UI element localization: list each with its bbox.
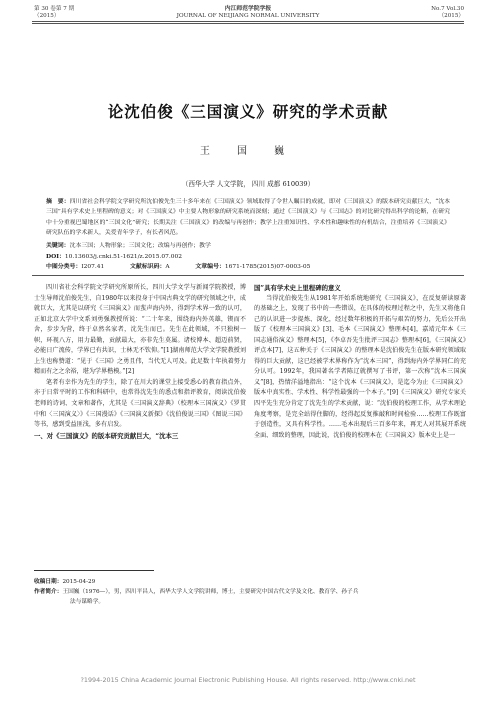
clc-label: 中图分类号： bbox=[46, 263, 82, 270]
clc-code: I207.41 bbox=[81, 264, 105, 270]
body-right-column bbox=[254, 283, 466, 441]
author-bio-label: 作者简介： bbox=[34, 589, 63, 595]
article-title: 论沈伯俊《三国演义》研究的学术贡献 bbox=[107, 102, 389, 121]
issue-volume: 第 30 卷第 7 期 bbox=[34, 6, 75, 12]
issue-volume-en: No.7 Vol.30 bbox=[431, 6, 464, 12]
author-name: 王 国 巍 bbox=[199, 146, 297, 157]
doc-code: A bbox=[165, 264, 170, 270]
body-paragraph: 笔者有幸作为先生的学生，除了在川大的课堂上接受悉心的教育指点外，亦于日常平时的工作和科研中，也常得沈先生的悉点和指评教育，阅读沈伯俊老师的诗词、文章和著作，尤其是《三国演义辞典》（校理本三国演义）《罗贯中和〈三国演义〉》《三国漫话》《三国演义新探》《沈伯俊说三国》《图说三国》等书，感到受益匪浅，多有启发。 bbox=[34, 378, 246, 429]
doi-line bbox=[46, 252, 450, 263]
article-no: 1671-1785(2015)07-0003-05 bbox=[224, 264, 311, 270]
footnote-rule bbox=[34, 570, 154, 571]
keywords: 沈本三国；人物形象；三国文化；改编与再创作；教学 bbox=[69, 243, 211, 249]
article-meta bbox=[46, 241, 450, 273]
doi-label: DOI： bbox=[46, 252, 65, 260]
journal-name-en: JOURNAL OF NEIJIANG NORMAL UNIVERSITY bbox=[176, 13, 320, 19]
issue-info-en bbox=[431, 6, 464, 20]
header-rule bbox=[32, 21, 464, 22]
abstract-label: 摘 要： bbox=[46, 198, 70, 205]
copyright-notice: ?1994-2015 China Academic Journal Electronic Publishing House. All rights reserved. http://www.cnki.net bbox=[80, 676, 416, 684]
issue-year: （2015） bbox=[34, 13, 60, 19]
keywords-line bbox=[46, 241, 450, 252]
author-bio-cont: 法与谋略学。 bbox=[70, 599, 105, 605]
classification-line bbox=[46, 262, 450, 273]
keywords-label: 关键词： bbox=[46, 242, 70, 249]
journal-name bbox=[0, 6, 496, 20]
body-paragraph: 当得沈伯俊先生从1981年开始系统地研究《三国演义》，在反复研读原著的基础之上，发现了书中的一些错误，在具体的校理过程之中，先生又将他自己的认识进一步提炼、深化，经过数年积极的开拓与艰苦的努力，先后公开出版了《校理本三国演义》[3]、毛本《三国演义》整理本[4]，嘉靖元年本《三国志通俗演义》整理本[5]，《李卓吾先生批评三国志》整理本[6]，《三国演义》评点本[7]，这五种关于《三国演义》的整理本是沈伯俊先生在版本研究领域取得的巨大贡献，这已经被学术界称作为“沈本三国”，得到海内外学界同仁的充分认可。1992年，我国著名学者陈辽就撰写了书评，第一次称“沈本三国演义”[8]，热情洋溢地指出：“这个沈本《三国演义》，是迄今为止《三国演义》版本中真实性、学术性、科学性最强的一个本子。”[9]《三国演义》研究专家关四平先生充分肯定了沈先生的学术贡献，说：“沈伯俊的校理工作，从学术理论角度考察，是完全站得住脚的，经得起反复推敲和时间检验……校理工作既富于创造性，又具有科学性。……毛本出现后三百多年来，再无人对其展开系统全面、细致的整理，因此说，沈伯俊的校理本在《三国演义》版本史上是一 bbox=[254, 294, 466, 439]
issue-year-en: （2015） bbox=[438, 13, 464, 19]
body-left-column bbox=[34, 283, 246, 441]
section-heading-cont: 国”具有学术史上里程碑的意义 bbox=[254, 284, 341, 292]
doc-code-label: 文献标识码： bbox=[130, 263, 166, 270]
journal-name-cn: 内江师范学院学报 bbox=[224, 6, 272, 12]
author-bio-line bbox=[34, 587, 466, 597]
abstract bbox=[46, 197, 450, 238]
section-heading: 一、对《三国演义》的版本研究贡献巨大，“沈本三 bbox=[34, 431, 179, 440]
header-rule-thin bbox=[32, 23, 464, 24]
article-no-label: 文章编号： bbox=[195, 263, 225, 270]
received-line bbox=[34, 577, 466, 587]
doi: 10.13603/j.cnki.51-1621/z.2015.07.002 bbox=[64, 253, 183, 260]
abstract-text: 四川省社会科学院文学研究所沈伯俊先生三十多年来在《三国演义》领域取得了令世人瞩目的成就，即对《三国演义》的版本研究贡献巨大，“沈本三国”具有学术史上里程碑的意义；对《三国演义》中主要人物形象的研究系统而深刻；通过《三国演义》与《三国志》的对比研究得出科学的论断，在研究中十分重视巴蜀地区的“三国文化”研究；长期关注《三国演义》的改编与再创作；教学上注重知识性、学术性和趣味性的有机结合，注重培养《三国演义》研究队伍的学术新人，关爱青年学子，有长者风范。 bbox=[46, 199, 451, 236]
author-bio: 王国巍（1976—），男，四川平昌人，西华大学人文学院讲师，博士，主要研究中国古代文学及文化、教育学、孙子兵 bbox=[62, 589, 359, 595]
body-paragraph: 四川省社会科学院文学研究所原所长，四川大学文学与新闻学院教授，博士生导师沈伯俊先生，自1980年以来投身于中国古典文学的研究领域之中，成就巨大，尤其是以研究《三国演义》而蜚声海内外，得到学术界一致的认可，正如北京大学中文系刘勇强教授所说：“二十年来，围绕海内外英雄，锲而不舍，步步为营，终于卓然名家者，沈先生而已。先生在此领域，不只独树一帜，环视八方，用力最勤，贡献最大，亦非先生莫属。诸校博本、超迈前贤，必能日广流传，学界已有共识，士林无不钦仰。”[1]湖南师范大学文学院教授刘上生也称赞道：“见于《三国》之勇且伟，当代无人可及。此足数十年执着努力精而有之之余裕，堪为学界楷模。”[2] bbox=[34, 284, 246, 376]
footnote bbox=[34, 577, 466, 607]
received-label: 收稿日期： bbox=[34, 579, 63, 585]
abstract-divider bbox=[32, 275, 464, 276]
received-date: 2015-04-29 bbox=[62, 579, 96, 585]
author-affiliation: （西华大学 人文学院， 四川 成都 610039） bbox=[181, 180, 315, 188]
